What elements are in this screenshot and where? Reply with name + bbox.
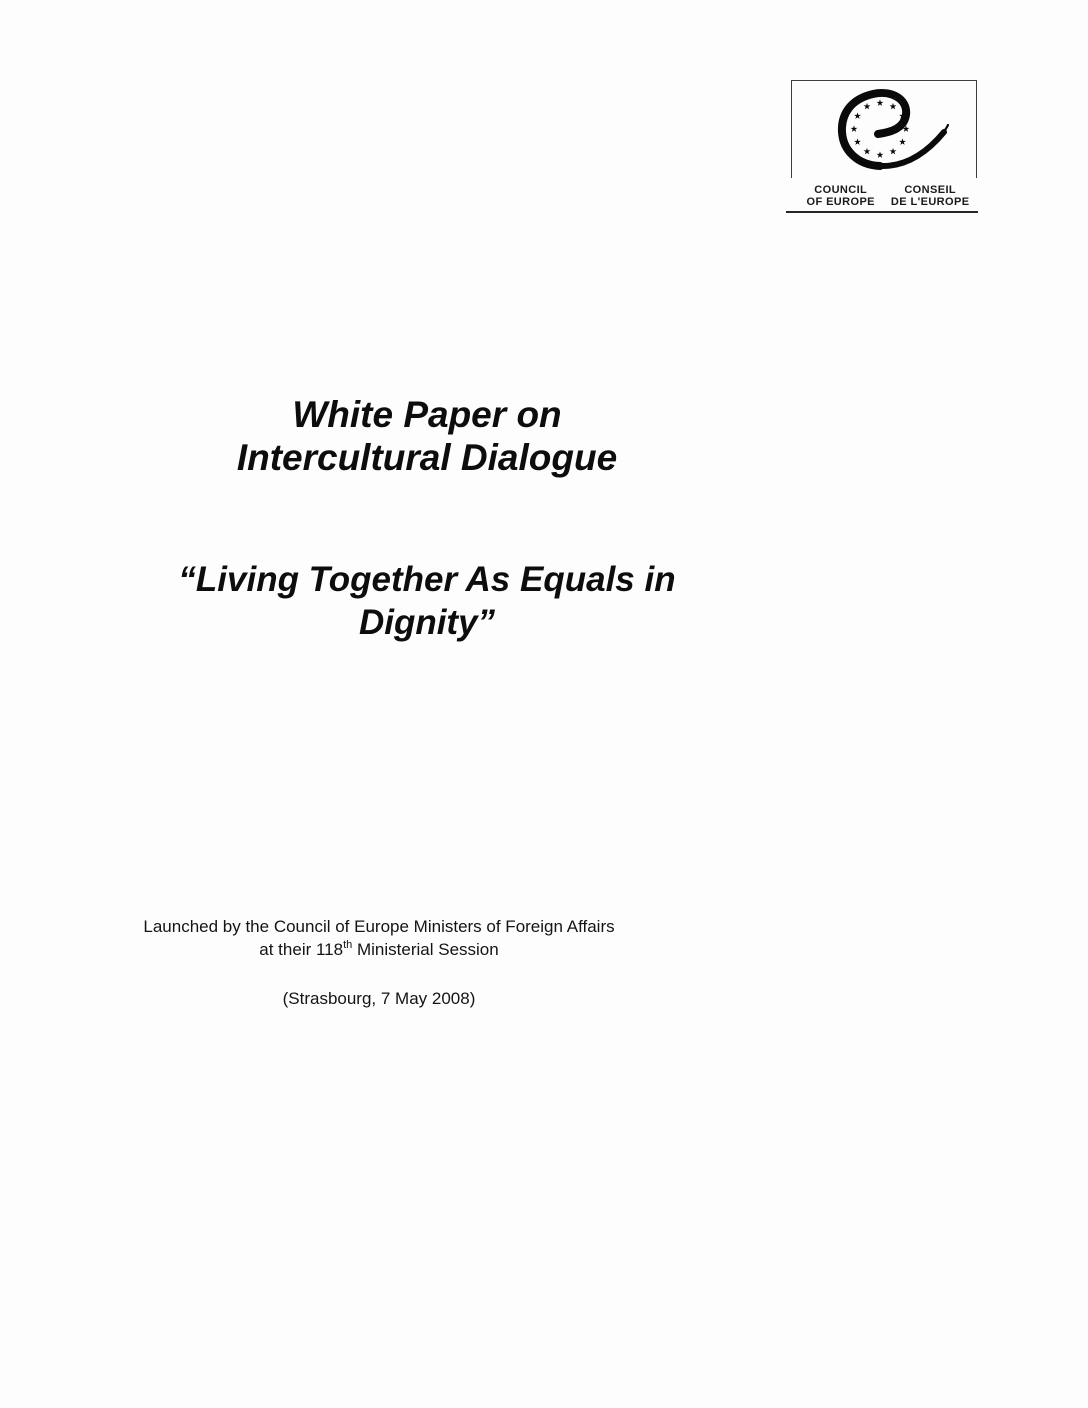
- logo-label-of-europe: OF EUROPE: [806, 196, 875, 208]
- logo-wordmark-french: [891, 184, 970, 208]
- logo-underline: [786, 211, 978, 213]
- logo-label-council: COUNCIL: [814, 184, 868, 196]
- document-title: [127, 393, 727, 479]
- title-line-2: Intercultural Dialogue: [236, 437, 618, 478]
- council-of-europe-emblem-icon: [792, 81, 977, 177]
- subtitle-line-1: “Living Together As Equals in: [178, 560, 676, 599]
- document-subtitle: [127, 558, 727, 644]
- launch-line: Launched by the Council of Europe Ministers of Foreign Affairs: [143, 917, 615, 936]
- session-line-superscript: th: [343, 939, 353, 951]
- logo-label-conseil: CONSEIL: [904, 184, 957, 196]
- logo-label-de-leurope: DE L'EUROPE: [890, 196, 970, 208]
- session-line: [79, 938, 679, 964]
- session-line-pre: at their 118: [259, 940, 344, 959]
- launch-details: [79, 915, 679, 1010]
- council-of-europe-logo: [786, 80, 978, 213]
- logo-emblem-box: [791, 80, 977, 178]
- spacer: [79, 964, 679, 987]
- session-line-post: Ministerial Session: [352, 940, 499, 959]
- title-line-1: White Paper on: [292, 394, 562, 435]
- emblem-e-glyph: [842, 93, 948, 166]
- date-line: (Strasbourg, 7 May 2008): [282, 989, 476, 1008]
- subtitle-line-2: Dignity”: [358, 603, 496, 642]
- logo-wordmark-english: [807, 184, 875, 208]
- logo-wordmark: [786, 184, 978, 208]
